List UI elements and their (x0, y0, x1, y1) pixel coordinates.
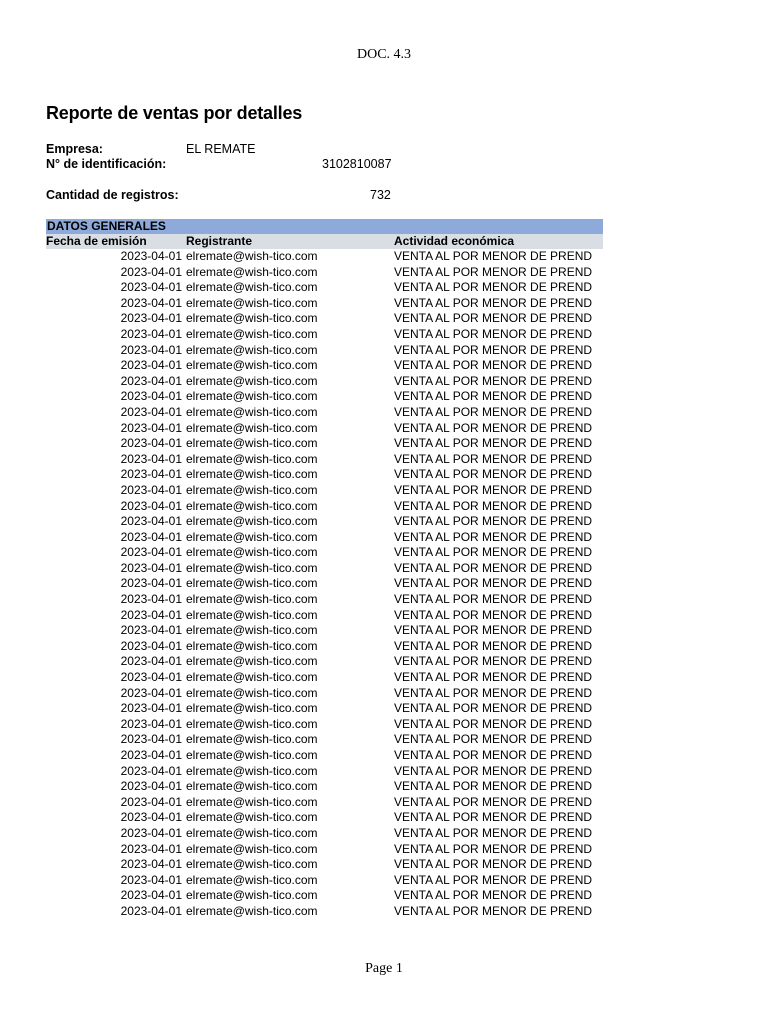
cell-fecha: 2023-04-01 (120, 623, 182, 638)
column-header-fecha: Fecha de emisión (46, 234, 147, 248)
table-row (46, 888, 603, 904)
cell-fecha: 2023-04-01 (120, 514, 182, 529)
table-row (46, 779, 603, 795)
cell-registrante: elremate@wish-tico.com (186, 607, 318, 622)
cell-actividad: VENTA AL POR MENOR DE PREND (394, 638, 593, 653)
cell-registrante: elremate@wish-tico.com (186, 420, 318, 435)
cell-actividad: VENTA AL POR MENOR DE PREND (394, 779, 593, 794)
cell-registrante: elremate@wish-tico.com (186, 326, 318, 341)
cell-fecha: 2023-04-01 (120, 732, 182, 747)
table-body (46, 249, 603, 920)
cell-registrante: elremate@wish-tico.com (186, 841, 318, 856)
cell-fecha: 2023-04-01 (120, 545, 182, 560)
table-row (46, 249, 603, 265)
cell-fecha: 2023-04-01 (120, 326, 182, 341)
table-row (46, 374, 603, 390)
cell-registrante: elremate@wish-tico.com (186, 638, 318, 653)
table-row (46, 639, 603, 655)
cell-fecha: 2023-04-01 (120, 794, 182, 809)
cell-fecha: 2023-04-01 (120, 592, 182, 607)
cell-registrante: elremate@wish-tico.com (186, 249, 318, 263)
cell-fecha: 2023-04-01 (120, 436, 182, 451)
cell-actividad: VENTA AL POR MENOR DE PREND (394, 404, 593, 419)
registros-label: Cantidad de registros: (46, 188, 179, 202)
cell-actividad: VENTA AL POR MENOR DE PREND (394, 358, 593, 373)
cell-registrante: elremate@wish-tico.com (186, 545, 318, 560)
cell-registrante: elremate@wish-tico.com (186, 685, 318, 700)
cell-registrante: elremate@wish-tico.com (186, 779, 318, 794)
cell-actividad: VENTA AL POR MENOR DE PREND (394, 607, 593, 622)
registros-value: 732 (370, 188, 391, 202)
cell-registrante: elremate@wish-tico.com (186, 482, 318, 497)
cell-fecha: 2023-04-01 (120, 701, 182, 716)
cell-fecha: 2023-04-01 (120, 404, 182, 419)
table-row (46, 608, 603, 624)
cell-actividad: VENTA AL POR MENOR DE PREND (394, 420, 593, 435)
cell-actividad: VENTA AL POR MENOR DE PREND (394, 280, 593, 295)
cell-registrante: elremate@wish-tico.com (186, 701, 318, 716)
table-row (46, 452, 603, 468)
cell-fecha: 2023-04-01 (120, 716, 182, 731)
cell-registrante: elremate@wish-tico.com (186, 498, 318, 513)
cell-registrante: elremate@wish-tico.com (186, 716, 318, 731)
table-row (46, 686, 603, 702)
cell-actividad: VENTA AL POR MENOR DE PREND (394, 373, 593, 388)
column-header-actividad: Actividad económica (394, 234, 515, 248)
table-row (46, 343, 603, 359)
empresa-label: Empresa: (46, 142, 103, 156)
table-row (46, 873, 603, 889)
cell-actividad: VENTA AL POR MENOR DE PREND (394, 732, 593, 747)
cell-actividad: VENTA AL POR MENOR DE PREND (394, 670, 593, 685)
table-row (46, 576, 603, 592)
cell-fecha: 2023-04-01 (120, 638, 182, 653)
cell-actividad: VENTA AL POR MENOR DE PREND (394, 326, 593, 341)
cell-fecha: 2023-04-01 (120, 342, 182, 357)
cell-fecha: 2023-04-01 (120, 872, 182, 887)
cell-fecha: 2023-04-01 (120, 670, 182, 685)
cell-registrante: elremate@wish-tico.com (186, 654, 318, 669)
cell-registrante: elremate@wish-tico.com (186, 810, 318, 825)
cell-actividad: VENTA AL POR MENOR DE PREND (394, 592, 593, 607)
table-row (46, 405, 603, 421)
table-row (46, 358, 603, 374)
document-header: DOC. 4.3 (356, 47, 412, 62)
table-row (46, 545, 603, 561)
table-row (46, 499, 603, 515)
cell-registrante: elremate@wish-tico.com (186, 295, 318, 310)
cell-registrante: elremate@wish-tico.com (186, 529, 318, 544)
cell-registrante: elremate@wish-tico.com (186, 389, 318, 404)
cell-registrante: elremate@wish-tico.com (186, 592, 318, 607)
cell-actividad: VENTA AL POR MENOR DE PREND (394, 249, 593, 263)
cell-registrante: elremate@wish-tico.com (186, 903, 318, 918)
cell-actividad: VENTA AL POR MENOR DE PREND (394, 311, 593, 326)
cell-actividad: VENTA AL POR MENOR DE PREND (394, 623, 593, 638)
report-title: Reporte de ventas por detalles (46, 103, 303, 123)
cell-registrante: elremate@wish-tico.com (186, 467, 318, 482)
cell-fecha: 2023-04-01 (120, 280, 182, 295)
cell-fecha: 2023-04-01 (120, 576, 182, 591)
table-row (46, 904, 603, 920)
cell-registrante: elremate@wish-tico.com (186, 872, 318, 887)
cell-fecha: 2023-04-01 (120, 763, 182, 778)
table-row (46, 592, 603, 608)
cell-fecha: 2023-04-01 (120, 607, 182, 622)
section-title: DATOS GENERALES (46, 219, 603, 234)
cell-actividad: VENTA AL POR MENOR DE PREND (394, 389, 593, 404)
cell-fecha: 2023-04-01 (120, 420, 182, 435)
cell-registrante: elremate@wish-tico.com (186, 280, 318, 295)
cell-fecha: 2023-04-01 (120, 451, 182, 466)
cell-actividad: VENTA AL POR MENOR DE PREND (394, 857, 593, 872)
cell-registrante: elremate@wish-tico.com (186, 763, 318, 778)
table-row (46, 857, 603, 873)
table-row (46, 483, 603, 499)
cell-registrante: elremate@wish-tico.com (186, 264, 318, 279)
cell-fecha: 2023-04-01 (120, 358, 182, 373)
cell-registrante: elremate@wish-tico.com (186, 373, 318, 388)
identificacion-value: 3102810087 (322, 157, 392, 171)
cell-registrante: elremate@wish-tico.com (186, 342, 318, 357)
cell-fecha: 2023-04-01 (120, 311, 182, 326)
cell-actividad: VENTA AL POR MENOR DE PREND (394, 903, 593, 918)
cell-actividad: VENTA AL POR MENOR DE PREND (394, 748, 593, 762)
cell-actividad: VENTA AL POR MENOR DE PREND (394, 264, 593, 279)
cell-actividad: VENTA AL POR MENOR DE PREND (394, 685, 593, 700)
table-row (46, 732, 603, 748)
cell-fecha: 2023-04-01 (120, 888, 182, 903)
table-row (46, 670, 603, 686)
cell-actividad: VENTA AL POR MENOR DE PREND (394, 763, 593, 778)
cell-fecha: 2023-04-01 (120, 389, 182, 404)
column-headers (46, 234, 603, 249)
cell-registrante: elremate@wish-tico.com (186, 451, 318, 466)
cell-registrante: elremate@wish-tico.com (186, 748, 318, 762)
cell-actividad: VENTA AL POR MENOR DE PREND (394, 841, 593, 856)
cell-actividad: VENTA AL POR MENOR DE PREND (394, 451, 593, 466)
cell-actividad: VENTA AL POR MENOR DE PREND (394, 514, 593, 529)
cell-actividad: VENTA AL POR MENOR DE PREND (394, 560, 593, 575)
cell-registrante: elremate@wish-tico.com (186, 794, 318, 809)
cell-actividad: VENTA AL POR MENOR DE PREND (394, 576, 593, 591)
cell-fecha: 2023-04-01 (120, 249, 182, 263)
cell-fecha: 2023-04-01 (120, 903, 182, 918)
table-row (46, 280, 603, 296)
cell-actividad: VENTA AL POR MENOR DE PREND (394, 701, 593, 716)
cell-registrante: elremate@wish-tico.com (186, 560, 318, 575)
cell-fecha: 2023-04-01 (120, 685, 182, 700)
table-row (46, 826, 603, 842)
cell-fecha: 2023-04-01 (120, 748, 182, 762)
table-row (46, 810, 603, 826)
cell-registrante: elremate@wish-tico.com (186, 888, 318, 903)
cell-registrante: elremate@wish-tico.com (186, 670, 318, 685)
cell-actividad: VENTA AL POR MENOR DE PREND (394, 436, 593, 451)
table-row (46, 530, 603, 546)
datos-generales-table (46, 219, 603, 920)
cell-actividad: VENTA AL POR MENOR DE PREND (394, 810, 593, 825)
cell-registrante: elremate@wish-tico.com (186, 857, 318, 872)
identificacion-label: N° de identificación: (46, 157, 167, 171)
cell-actividad: VENTA AL POR MENOR DE PREND (394, 529, 593, 544)
table-row (46, 623, 603, 639)
table-row (46, 436, 603, 452)
table-row (46, 748, 603, 764)
cell-fecha: 2023-04-01 (120, 857, 182, 872)
page-number: Page 1 (365, 961, 403, 976)
cell-fecha: 2023-04-01 (120, 373, 182, 388)
table-row (46, 421, 603, 437)
table-row (46, 842, 603, 858)
table-row (46, 717, 603, 733)
cell-fecha: 2023-04-01 (120, 654, 182, 669)
cell-actividad: VENTA AL POR MENOR DE PREND (394, 342, 593, 357)
cell-fecha: 2023-04-01 (120, 482, 182, 497)
cell-registrante: elremate@wish-tico.com (186, 311, 318, 326)
cell-actividad: VENTA AL POR MENOR DE PREND (394, 872, 593, 887)
cell-registrante: elremate@wish-tico.com (186, 576, 318, 591)
cell-actividad: VENTA AL POR MENOR DE PREND (394, 545, 593, 560)
cell-fecha: 2023-04-01 (120, 779, 182, 794)
cell-fecha: 2023-04-01 (120, 560, 182, 575)
cell-actividad: VENTA AL POR MENOR DE PREND (394, 794, 593, 809)
table-row (46, 764, 603, 780)
cell-actividad: VENTA AL POR MENOR DE PREND (394, 716, 593, 731)
column-header-registrante: Registrante (186, 234, 253, 248)
cell-registrante: elremate@wish-tico.com (186, 825, 318, 840)
cell-registrante: elremate@wish-tico.com (186, 623, 318, 638)
table-row (46, 311, 603, 327)
table-row (46, 296, 603, 312)
cell-registrante: elremate@wish-tico.com (186, 404, 318, 419)
cell-actividad: VENTA AL POR MENOR DE PREND (394, 482, 593, 497)
cell-fecha: 2023-04-01 (120, 467, 182, 482)
cell-fecha: 2023-04-01 (120, 529, 182, 544)
cell-registrante: elremate@wish-tico.com (186, 358, 318, 373)
table-row (46, 701, 603, 717)
cell-actividad: VENTA AL POR MENOR DE PREND (394, 888, 593, 903)
cell-fecha: 2023-04-01 (120, 498, 182, 513)
cell-fecha: 2023-04-01 (120, 841, 182, 856)
cell-actividad: VENTA AL POR MENOR DE PREND (394, 467, 593, 482)
cell-fecha: 2023-04-01 (120, 264, 182, 279)
cell-fecha: 2023-04-01 (120, 295, 182, 310)
cell-actividad: VENTA AL POR MENOR DE PREND (394, 825, 593, 840)
empresa-value: EL REMATE (186, 142, 256, 156)
table-row (46, 265, 603, 281)
table-row (46, 389, 603, 405)
table-row (46, 514, 603, 530)
table-row (46, 327, 603, 343)
table-row (46, 467, 603, 483)
table-row (46, 654, 603, 670)
table-row (46, 795, 603, 811)
cell-registrante: elremate@wish-tico.com (186, 732, 318, 747)
cell-actividad: VENTA AL POR MENOR DE PREND (394, 498, 593, 513)
cell-fecha: 2023-04-01 (120, 810, 182, 825)
table-row (46, 561, 603, 577)
cell-fecha: 2023-04-01 (120, 825, 182, 840)
cell-registrante: elremate@wish-tico.com (186, 514, 318, 529)
cell-actividad: VENTA AL POR MENOR DE PREND (394, 295, 593, 310)
cell-actividad: VENTA AL POR MENOR DE PREND (394, 654, 593, 669)
cell-registrante: elremate@wish-tico.com (186, 436, 318, 451)
